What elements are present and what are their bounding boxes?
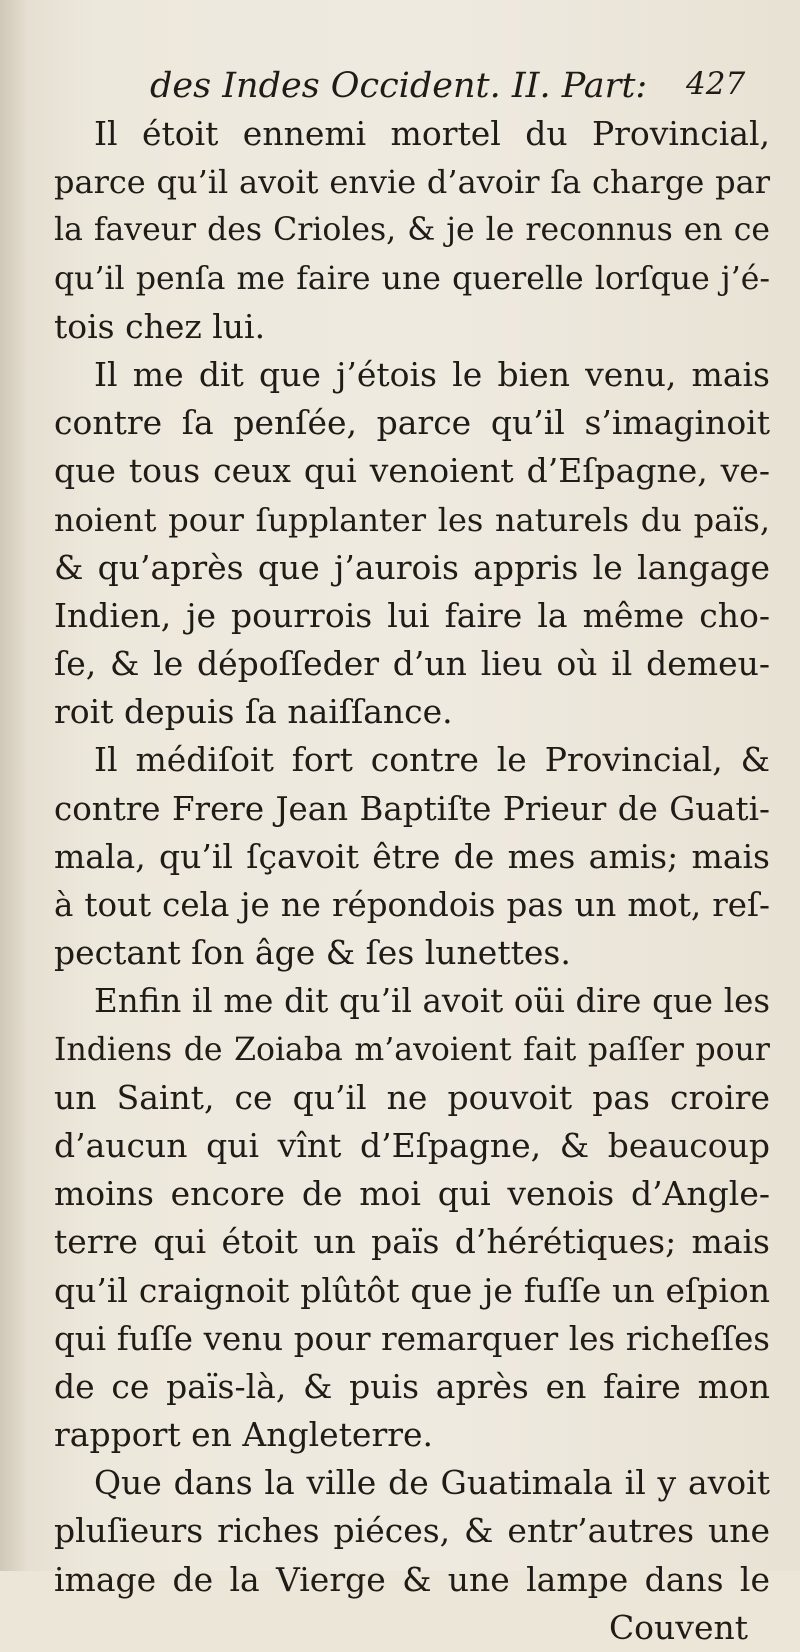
text-line: parce qu’il avoit envie d’avoir ſa charge par <box>54 163 770 202</box>
text-line: tois chez lui. <box>54 306 266 346</box>
text-line: roit depuis ſa naiſſance. <box>54 692 453 732</box>
text-line: terre qui étoit un païs d’hérétiques; mais <box>54 1222 770 1262</box>
text-line: pluſieurs riches piéces, & entr’autres une <box>54 1511 770 1551</box>
text-line: mala, qu’il ſçavoit être de mes amis; mais <box>54 836 770 876</box>
text-line: Il me dit que j’étois le bien venu, mais <box>94 354 770 394</box>
text-line: noient pour ſupplanter les naturels du païs, <box>54 500 770 539</box>
text-line: un Saint, ce qu’il ne pouvoit pas croire <box>54 1077 770 1117</box>
text-line: & qu’après que j’aurois appris le langage <box>54 547 770 587</box>
text-line: contre ſa penſée, parce qu’il s’imaginoit <box>54 403 770 443</box>
text-line: Que dans la ville de Guatimala il y avoit <box>94 1463 770 1503</box>
text-line: Indien, je pourrois lui faire la même cho- <box>54 595 770 635</box>
page-number: 427 <box>686 66 746 102</box>
text-line: de ce païs-là, & puis après en faire mon <box>54 1366 770 1406</box>
text-line: contre Frere Jean Baptiſte Prieur de Guati- <box>54 789 770 828</box>
running-head-title: des Indes Occident. II. Part: <box>150 66 648 106</box>
text-line: Il médiſoit fort contre le Provincial, & <box>94 740 770 780</box>
text-line: Enfin il me dit qu’il avoit oüi dire que les <box>94 982 770 1021</box>
text-line: la faveur des Crioles, & je le reconnus en ce <box>54 212 770 249</box>
text-line: qu’il penſa me faire une querelle lorſque j’é- <box>54 260 770 297</box>
text-line: Indiens de Zoiaba m’avoient fait paſſer pour <box>54 1031 770 1068</box>
catchword: Couvent <box>608 1607 748 1647</box>
text-line: qu’il craignoit plûtôt que je fuſſe un eſpion <box>54 1270 770 1310</box>
text-line: moins encore de moi qui venois d’Angle- <box>54 1174 770 1214</box>
text-line: ſe, & le dépoſſeder d’un lieu où il demeu- <box>54 644 770 684</box>
text-line: qui fuſſe venu pour remarquer les richeſſes <box>54 1319 770 1358</box>
text-line: d’aucun qui vînt d’Eſpagne, & beaucoup <box>54 1125 770 1165</box>
text-line: pectant ſon âge & ſes lunettes. <box>54 933 571 973</box>
text-line: Il étoit ennemi mortel du Provincial, <box>94 114 770 153</box>
running-head <box>0 66 800 110</box>
text-line: image de la Vierge & une lampe dans le <box>54 1559 770 1599</box>
text-line: que tous ceux qui venoient d’Eſpagne, ve- <box>54 451 770 491</box>
gutter-shadow <box>0 0 28 1571</box>
text-line: à tout cela je ne répondois pas un mot, reſ- <box>54 886 770 924</box>
body-text <box>54 110 770 1652</box>
text-line: rapport en Angleterre. <box>54 1415 434 1455</box>
